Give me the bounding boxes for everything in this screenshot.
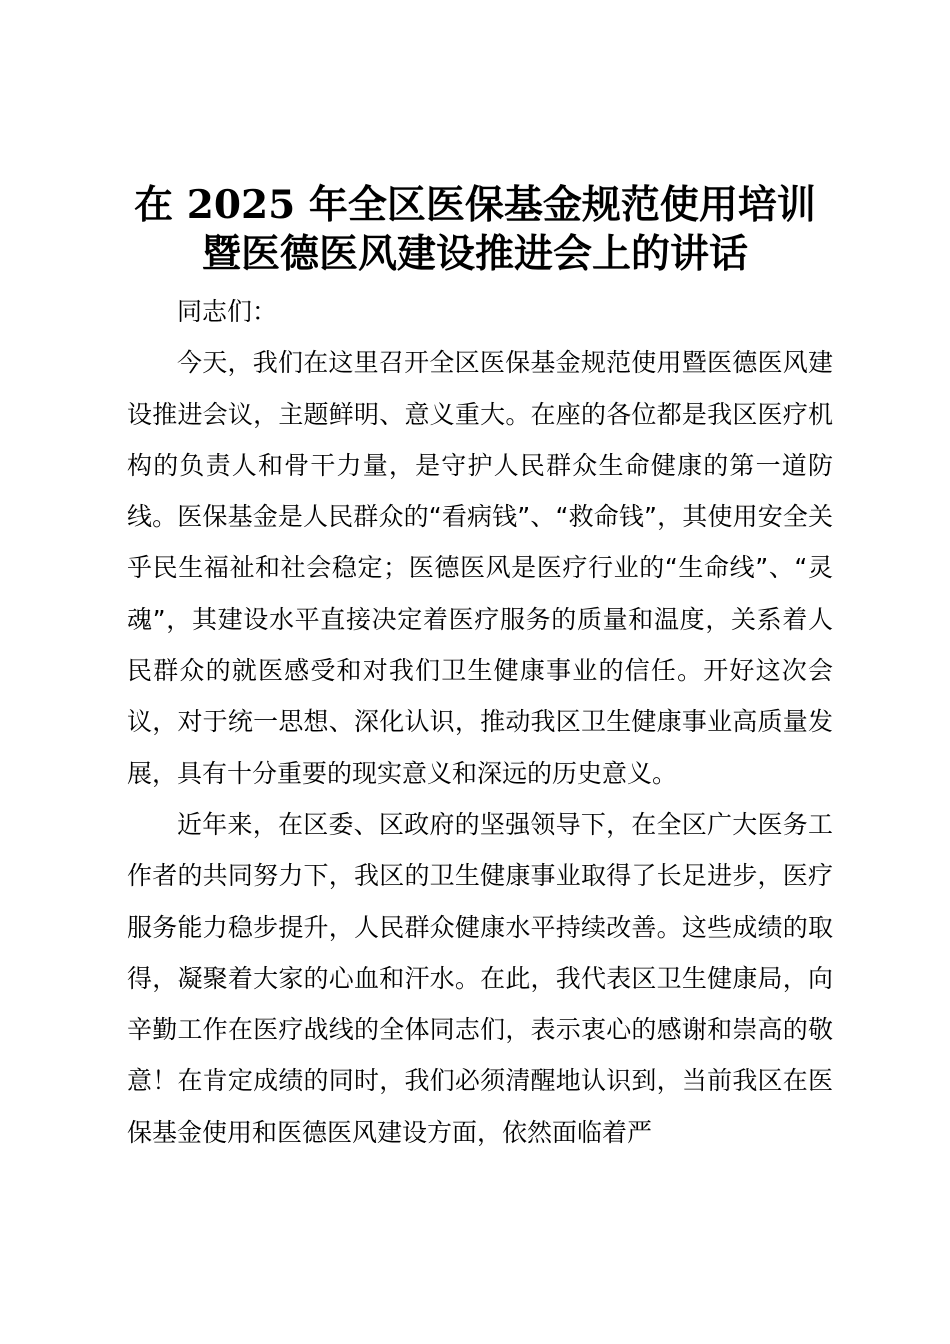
title-line-1: 在 2025 年全区医保基金规范使用培训 — [134, 182, 816, 228]
paragraph-1: 今天，我们在这里召开全区医保基金规范使用暨医德医风建设推进会议，主题鲜明、意义重大。在座的各位都是我区医疗机构的负责人和骨干力量，是守护人民群众生命健康的第一道防线。医保基金是人民群众的“看病钱”、“救命钱”，其使用安全关乎民生福祉和社会稳定；医德医风是医疗行业的“生命线”、“灵魂”，其建设水平直接决定着医疗服务的质量和温度，关系着人民群众的就医感受和对我们卫生健康事业的信任。开好这次会议，对于统一思想、深化认识，推动我区卫生健康事业高质量发展，具有十分重要的现实意义和深远的历史意义。 — [127, 348, 833, 788]
title-line-2: 暨医德医风建设推进会上的讲话 — [201, 231, 748, 277]
salutation: 同志们： — [177, 297, 278, 326]
document-body — [127, 286, 833, 1158]
document-title — [100, 181, 850, 279]
paragraph-2: 近年来，在区委、区政府的坚强领导下，在全区广大医务工作者的共同努力下，我区的卫生健康事业取得了长足进步，医疗服务能力稳步提升，人民群众健康水平持续改善。这些成绩的取得，凝聚着大家的心血和汗水。在此，我代表区卫生健康局，向辛勤工作在医疗战线的全体同志们，表示衷心的感谢和崇高的敬意！在肯定成绩的同时，我们必须清醒地认识到，当前我区在医保基金使用和医德医风建设方面，依然面临着严 — [127, 809, 833, 1147]
